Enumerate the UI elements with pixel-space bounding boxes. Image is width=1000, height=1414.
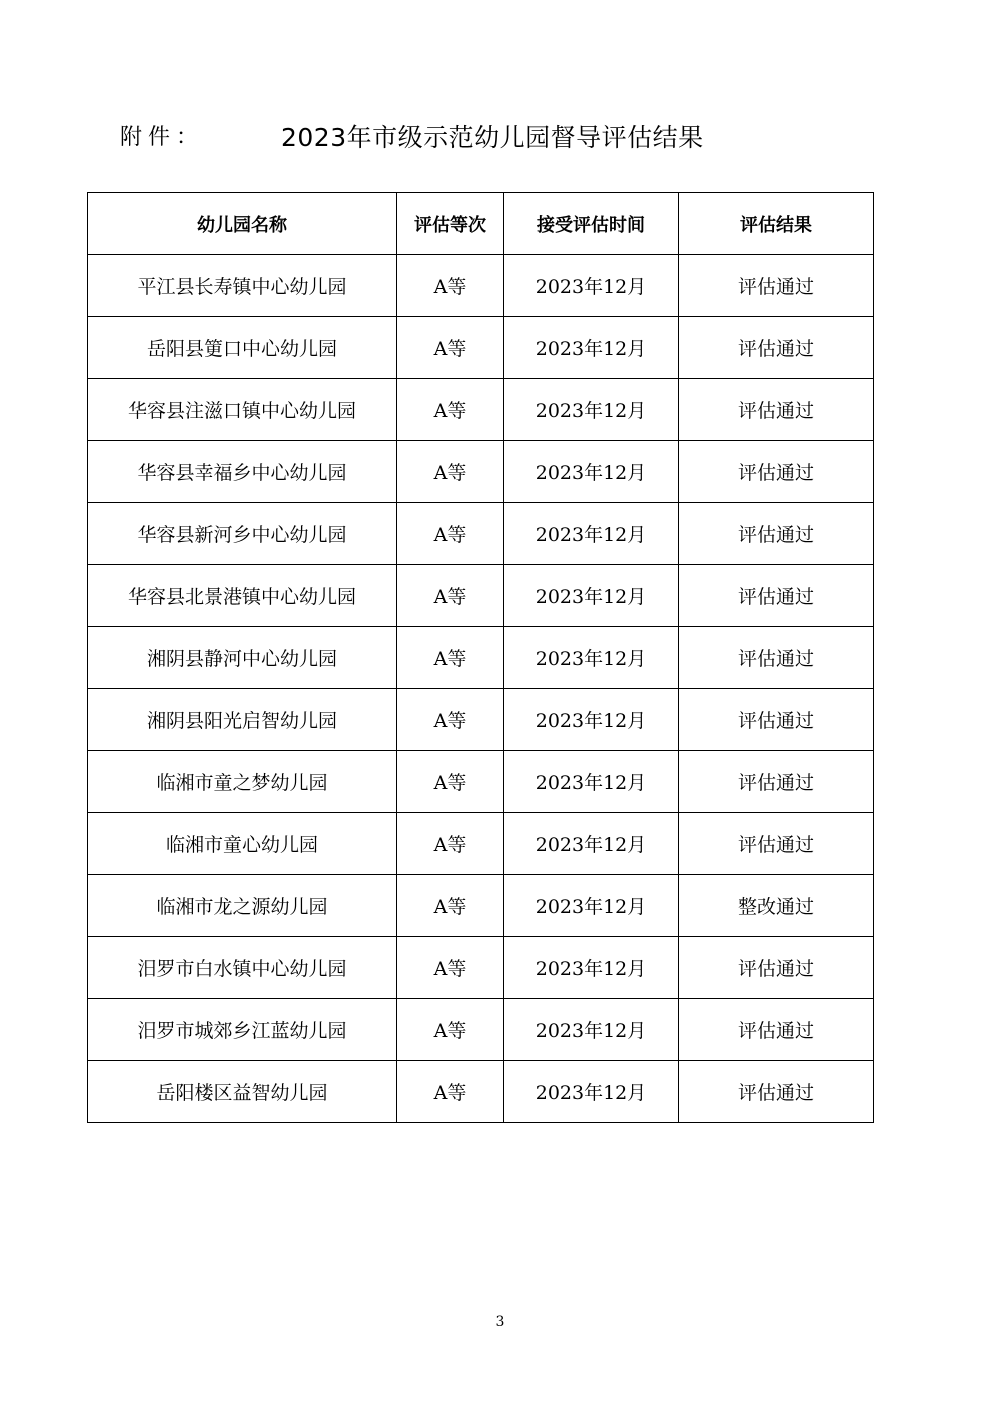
grade-cell: A等 [397,503,504,565]
result-cell: 评估通过 [679,317,874,379]
grade-cell: A等 [397,255,504,317]
result-cell: 评估通过 [679,565,874,627]
evaluation-results-table [87,192,874,1123]
evaluation-time-cell: 2023年12月 [504,751,679,813]
table-row [88,565,874,627]
kindergarten-name-cell: 岳阳县筻口中心幼儿园 [88,317,397,379]
table-row [88,689,874,751]
kindergarten-name-cell: 华容县幸福乡中心幼儿园 [88,441,397,503]
result-cell: 评估通过 [679,379,874,441]
table-row [88,255,874,317]
grade-cell: A等 [397,813,504,875]
result-cell: 评估通过 [679,441,874,503]
grade-cell: A等 [397,379,504,441]
table-row [88,1061,874,1123]
table-row [88,751,874,813]
evaluation-time-cell: 2023年12月 [504,999,679,1061]
result-cell: 整改通过 [679,875,874,937]
kindergarten-name-cell: 临湘市龙之源幼儿园 [88,875,397,937]
kindergarten-name-cell: 华容县北景港镇中心幼儿园 [88,565,397,627]
document-title: 2023年市级示范幼儿园督导评估结果 [281,123,704,152]
evaluation-time-cell: 2023年12月 [504,441,679,503]
table-row [88,875,874,937]
kindergarten-name-cell: 湘阴县阳光启智幼儿园 [88,689,397,751]
kindergarten-name-cell: 临湘市童心幼儿园 [88,813,397,875]
result-cell: 评估通过 [679,627,874,689]
grade-cell: A等 [397,751,504,813]
column-header-time: 接受评估时间 [504,193,679,255]
document-header [0,116,1000,156]
table-row [88,627,874,689]
result-cell: 评估通过 [679,689,874,751]
grade-cell: A等 [397,441,504,503]
grade-cell: A等 [397,317,504,379]
column-header-name: 幼儿园名称 [88,193,397,255]
result-cell: 评估通过 [679,503,874,565]
result-cell: 评估通过 [679,255,874,317]
table-row [88,503,874,565]
table-row [88,937,874,999]
kindergarten-name-cell: 平江县长寿镇中心幼儿园 [88,255,397,317]
grade-cell: A等 [397,999,504,1061]
table-row [88,999,874,1061]
kindergarten-name-cell: 汨罗市城郊乡江蓝幼儿园 [88,999,397,1061]
attachment-label: 附件： [120,125,205,150]
table-row [88,317,874,379]
kindergarten-name-cell: 湘阴县静河中心幼儿园 [88,627,397,689]
result-cell: 评估通过 [679,937,874,999]
evaluation-time-cell: 2023年12月 [504,565,679,627]
table-row [88,441,874,503]
table-row [88,813,874,875]
kindergarten-name-cell: 汨罗市白水镇中心幼儿园 [88,937,397,999]
evaluation-time-cell: 2023年12月 [504,379,679,441]
page-number: 3 [495,1314,505,1330]
result-cell: 评估通过 [679,813,874,875]
table-row [88,379,874,441]
column-header-result: 评估结果 [679,193,874,255]
grade-cell: A等 [397,875,504,937]
grade-cell: A等 [397,937,504,999]
result-cell: 评估通过 [679,751,874,813]
grade-cell: A等 [397,1061,504,1123]
evaluation-time-cell: 2023年12月 [504,875,679,937]
result-cell: 评估通过 [679,1061,874,1123]
evaluation-time-cell: 2023年12月 [504,627,679,689]
kindergarten-name-cell: 华容县注滋口镇中心幼儿园 [88,379,397,441]
kindergarten-name-cell: 岳阳楼区益智幼儿园 [88,1061,397,1123]
result-cell: 评估通过 [679,999,874,1061]
kindergarten-name-cell: 临湘市童之梦幼儿园 [88,751,397,813]
grade-cell: A等 [397,565,504,627]
column-header-grade: 评估等次 [397,193,504,255]
table-header-row [88,193,874,255]
evaluation-time-cell: 2023年12月 [504,689,679,751]
kindergarten-name-cell: 华容县新河乡中心幼儿园 [88,503,397,565]
grade-cell: A等 [397,689,504,751]
evaluation-time-cell: 2023年12月 [504,937,679,999]
evaluation-time-cell: 2023年12月 [504,317,679,379]
evaluation-time-cell: 2023年12月 [504,255,679,317]
evaluation-time-cell: 2023年12月 [504,1061,679,1123]
evaluation-time-cell: 2023年12月 [504,813,679,875]
evaluation-time-cell: 2023年12月 [504,503,679,565]
grade-cell: A等 [397,627,504,689]
